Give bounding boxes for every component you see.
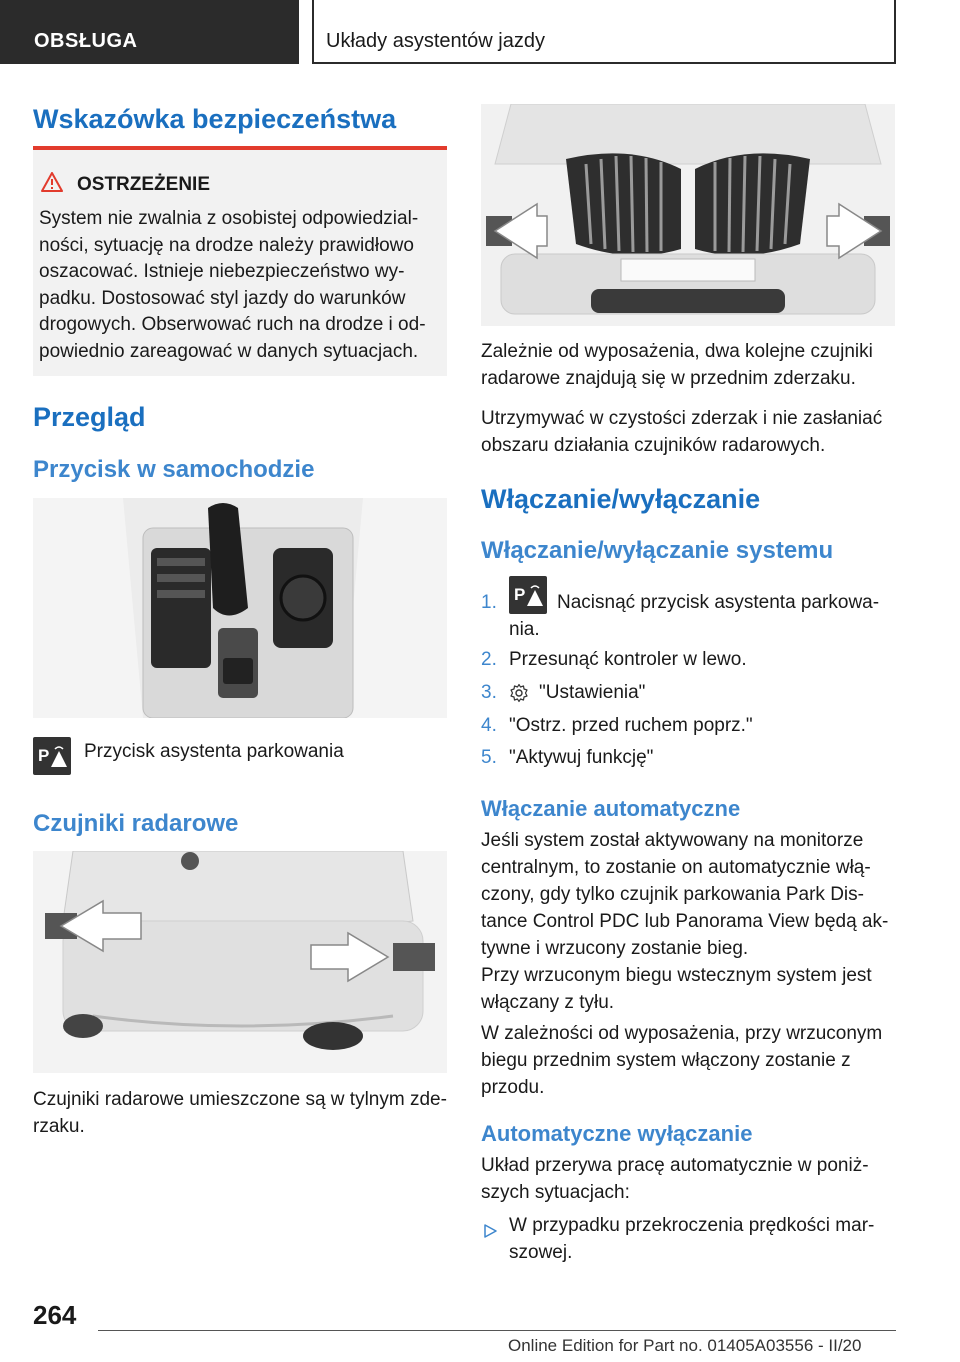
rear-bumper-image [33, 851, 447, 1073]
svg-text:P: P [38, 746, 50, 765]
bullet-item [481, 1212, 895, 1266]
auto-on-title: Włączanie automatyczne [481, 796, 741, 821]
front-sensors-text: Zależnie od wyposażenia, dwa kolejne czujniki radarowe znajdują się w przednim zderzaku. [481, 341, 873, 389]
radar-section-title: Czujniki radarowe [33, 810, 239, 837]
step-5 [481, 744, 895, 771]
warning-header [41, 172, 439, 198]
step-4 [481, 712, 895, 739]
auto-on-paragraph-3: W zależności od wyposażenia, przy wrzuconym biegu przednim system włączony zostanie z przodu. [481, 1023, 883, 1098]
step-text: "Ostrz. przed ruchem poprz." [509, 715, 753, 736]
step-2 [481, 646, 895, 673]
warning-triangle-icon [41, 172, 63, 198]
svg-text:P: P [514, 585, 526, 604]
step-text: "Ustawienia" [539, 682, 646, 703]
section-tab: OBSŁUGA [0, 0, 299, 64]
chapter-title: Układy asystentów jazdy [312, 0, 896, 64]
gear-icon [509, 683, 529, 711]
auto-off-title: Automatyczne wyłączanie [481, 1121, 753, 1146]
center-console-image [33, 498, 447, 718]
triangle-bullet-icon [483, 1219, 497, 1246]
step-number: 5. [481, 747, 497, 768]
overview-title: Przegląd [33, 402, 146, 432]
step-number: 4. [481, 715, 497, 736]
button-caption: Przycisk asystenta parkowania [84, 741, 344, 762]
park-assist-button-icon [33, 737, 71, 775]
button-section-title: Przycisk w samochodzie [33, 456, 315, 483]
clean-text: Utrzymywać w czystości zderzak i nie zasłaniać obszaru działania czujników radarowych. [481, 408, 883, 456]
step-1 [481, 585, 895, 643]
page-number: 264 [33, 1300, 77, 1330]
radar-text: Czujniki radarowe umieszczone są w tylnym zderzaku. [33, 1089, 447, 1137]
auto-off-text: Układ przerywa pracę automatycznie w poniższych sytuacjach: [481, 1155, 869, 1203]
step-number: 1. [481, 592, 497, 613]
edition-text: Online Edition for Part no. 01405A03556 - II/20 [508, 1336, 862, 1355]
warning-box [33, 146, 447, 376]
step-text: Nacisnąć przycisk asystenta parkowania. [509, 592, 880, 640]
step-3 [481, 679, 895, 706]
bullet-text: W przypadku przekroczenia prędkości marszowej. [509, 1215, 875, 1263]
onoff-system-title: Włączanie/wyłączanie systemu [481, 537, 834, 564]
step-text: "Aktywuj funkcję" [509, 747, 654, 768]
safety-title: Wskazówka bezpieczeństwa [33, 104, 397, 134]
footer-divider [98, 1330, 896, 1331]
warning-title: OSTRZEŻENIE [77, 174, 211, 195]
front-bumper-image [481, 104, 895, 326]
step-text: Przesunąć kontroler w lewo. [509, 649, 747, 670]
onoff-title: Włączanie/wyłączanie [481, 484, 761, 514]
step-number: 3. [481, 682, 497, 703]
auto-on-paragraph-1: Jeśli system został aktywowany na monitorze centralnym, to zostanie on automatycznie włączony, gdy tylko czujnik parkowania Park Distance Control PDC lub Panorama View będą aktywne i wrzucony zostanie bieg. [481, 830, 889, 959]
auto-on-paragraph-2: Przy wrzuconym biegu wstecznym system jest włączany z tyłu. [481, 965, 872, 1013]
warning-text: System nie zwalnia z osobistej odpowiedzialności, sytuację na drodze należy prawidłowo oszacować. Istnieje niebezpieczeństwo wypadku. Dostosować styl jazdy do warunków drogowych. Obserwować ruch na drodze i odpowiednio zareagować w danych sytuacjach. [39, 208, 426, 362]
step-number: 2. [481, 649, 497, 670]
